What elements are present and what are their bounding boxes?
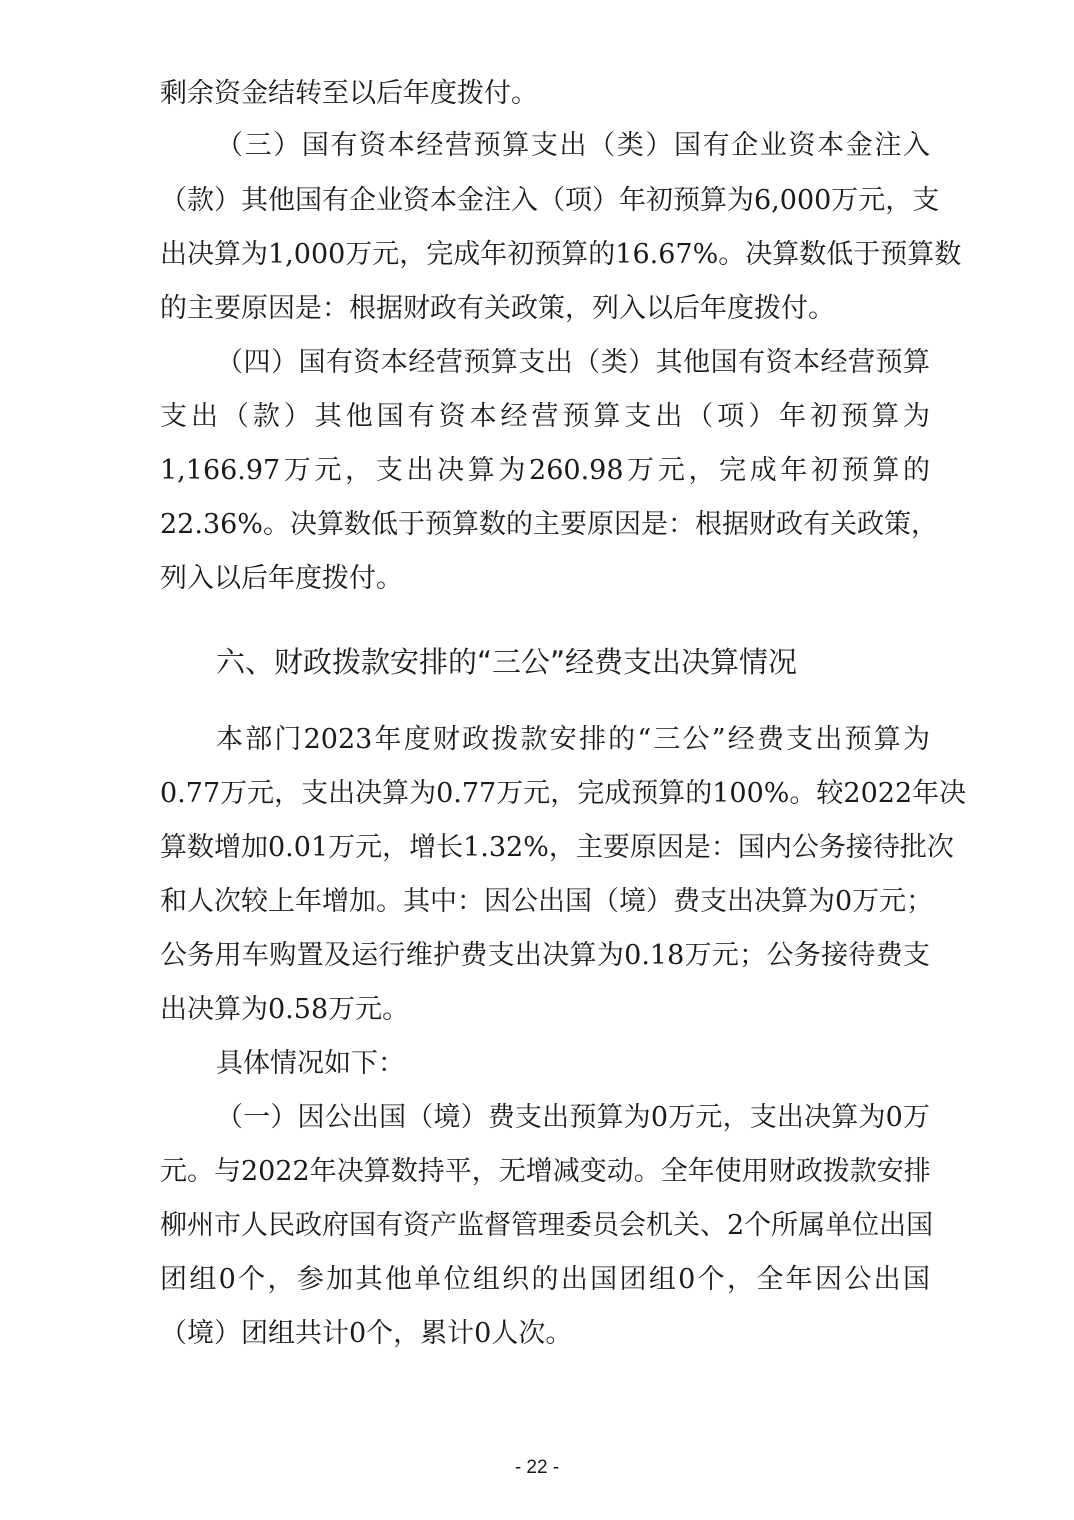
body-text-line: 的主要原因是：根据财政有关政策，列入以后年度拨付。 (160, 293, 835, 324)
body-text-line: 支出（款）其他国有资本经营预算支出（项）年初预算为 (160, 401, 930, 432)
body-text-line: 和人次较上年增加。其中：因公出国（境）费支出决算为0万元； (160, 886, 934, 917)
body-text-line: （款）其他国有企业资本金注入（项）年初预算为6,000万元，支 (160, 185, 940, 216)
section-heading: 六、财政拨款安排的“三公”经费支出决算情况 (216, 645, 798, 679)
body-text-line: 列入以后年度拨付。 (160, 563, 403, 594)
body-text-line: 出决算为0.58万元。 (160, 994, 410, 1025)
body-text-line: 算数增加0.01万元，增长1.32%，主要原因是：国内公务接待批次 (160, 832, 954, 863)
body-text-line: （一）因公出国（境）费支出预算为0万元，支出决算为0万 (216, 1102, 930, 1133)
body-text-line: 公务用车购置及运行维护费支出决算为0.18万元；公务接待费支 (160, 940, 930, 971)
body-text-line: （四）国有资本经营预算支出（类）其他国有资本经营预算 (216, 347, 930, 378)
body-text-line: 本部门2023年度财政拨款安排的“三公”经费支出预算为 (216, 724, 930, 755)
body-text-line: 具体情况如下： (216, 1048, 405, 1079)
body-text-line: 元。与2022年决算数持平，无增减变动。全年使用财政拨款安排 (160, 1156, 931, 1187)
body-text-line: 出决算为1,000万元，完成年初预算的16.67%。决算数低于预算数 (160, 239, 962, 270)
body-text-line: （境）团组共计0个，累计0人次。 (160, 1318, 573, 1349)
body-text-line: 0.77万元，支出决算为0.77万元，完成预算的100%。较2022年决 (160, 778, 967, 809)
body-text-line: 1,166.97万元，支出决算为260.98万元，完成年初预算的 (160, 455, 930, 486)
body-text-line: （三）国有资本经营预算支出（类）国有企业资本金注入 (216, 130, 930, 161)
page-number: - 22 - (514, 1457, 560, 1478)
body-text-line: 团组0个，参加其他单位组织的出国团组0个，全年因公出国 (160, 1264, 930, 1295)
body-text-line: 22.36%。决算数低于预算数的主要原因是：根据财政有关政策， (160, 509, 938, 540)
body-text-line: 柳州市人民政府国有资产监督管理委员会机关、2个所属单位出国 (160, 1210, 934, 1241)
body-text-line: 剩余资金结转至以后年度拨付。 (160, 78, 538, 109)
